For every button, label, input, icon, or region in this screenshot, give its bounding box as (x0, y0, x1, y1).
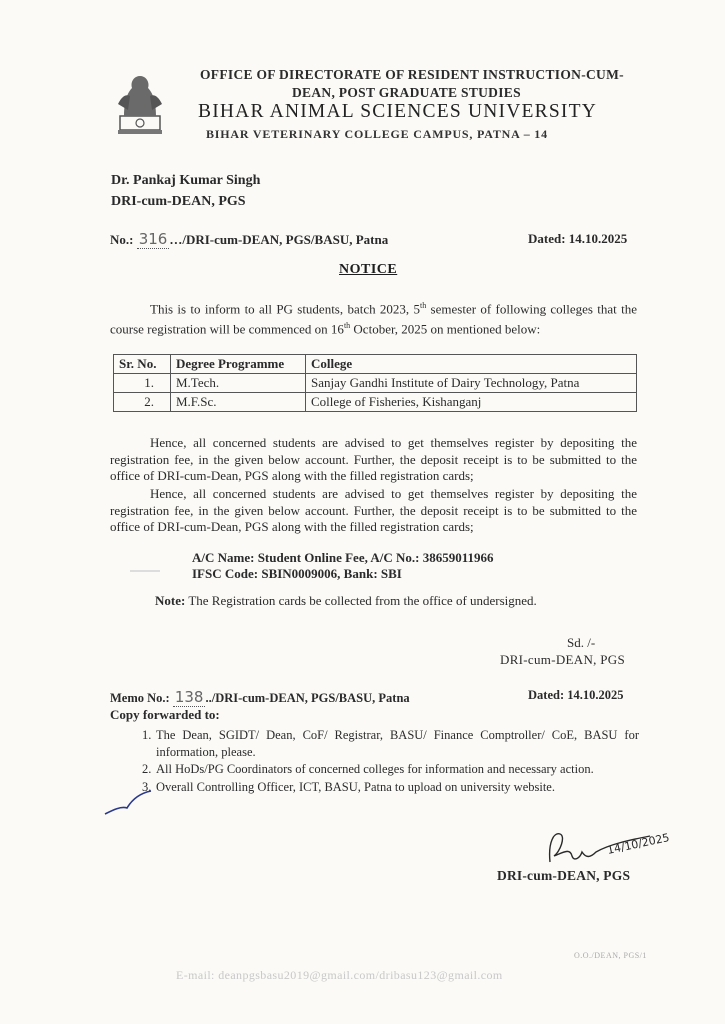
recipient-list (142, 727, 639, 796)
table-row (114, 374, 637, 393)
footer-email: E-mail: deanpgsbasu2019@gmail.com/dribasu123@gmail.com (176, 968, 503, 982)
table-cell: M.F.Sc. (171, 393, 306, 412)
account-details (192, 550, 494, 582)
intro-text-1: This is to inform to all PG students, batch 2023, 5 (150, 301, 420, 317)
sender-name: Dr. Pankaj Kumar Singh (111, 173, 261, 188)
signature-designation: DRI-cum-DEAN, PGS (497, 868, 631, 883)
list-number: 1. (142, 728, 152, 742)
intro-text-2: semester of following colleges that the course registration will be commenced on 16 (110, 301, 637, 337)
list-text: Overall Controlling Officer, ICT, BASU, Patna to upload on university website. (156, 779, 555, 794)
note-text: The Registration cards be collected from the office of undersigned. (185, 593, 537, 608)
memo-number (110, 688, 410, 707)
copy-forwarded-heading: Copy forwarded to: (110, 707, 220, 722)
list-item (142, 727, 639, 760)
memo-prefix: Memo No.: (110, 691, 173, 705)
notice-date: Dated: 14.10.2025 (528, 231, 628, 246)
university-name: BIHAR ANIMAL SCIENCES UNIVERSITY (198, 101, 597, 122)
table-cell: 1. (114, 374, 171, 393)
list-number: 2. (142, 762, 152, 776)
ref-prefix: No.: (110, 232, 137, 247)
table-cell: Sanjay Gandhi Institute of Dairy Technology, Patna (306, 374, 637, 393)
notice-title: NOTICE (339, 262, 398, 277)
intro-paragraph (110, 298, 637, 338)
memo-suffix: ../DRI-cum-DEAN, PGS/BASU, Patna (205, 691, 410, 705)
memo-handwritten-number: 138 (174, 688, 204, 706)
list-item (142, 761, 639, 778)
table-header: College (306, 355, 637, 374)
course-table (113, 354, 637, 412)
table-cell: M.Tech. (171, 374, 306, 393)
campus-address: BIHAR VETERINARY COLLEGE CAMPUS, PATNA – 14 (206, 127, 548, 141)
ref-suffix: …/DRI-cum-DEAN, PGS/BASU, Patna (169, 232, 389, 247)
intro-sup-1: th (420, 301, 427, 310)
list-item (142, 779, 639, 796)
table-header: Sr. No. (114, 355, 171, 374)
office-line-1: OFFICE OF DIRECTORATE OF RESIDENT INSTRUCTION-CUM- (200, 67, 624, 82)
office-heading (200, 66, 640, 102)
note-label: Note: (155, 593, 186, 608)
list-text: The Dean, SGIDT/ Dean, CoF/ Registrar, BASU/ Finance Comptroller/ CoE, BASU for information, please. (156, 728, 639, 759)
account-line-2: IFSC Code: SBIN0009006, Bank: SBI (192, 566, 402, 581)
table-cell: 2. (114, 393, 171, 412)
footer-reference: O.O./DEAN, PGS/1 (574, 951, 647, 960)
intro-text-3: October, 2025 on mentioned below: (350, 321, 541, 337)
table-header: Degree Programme (171, 355, 306, 374)
instruction-paragraph: Hence, all concerned students are advised to get themselves register by depositing the registration fee, in the given below account. Further, the deposit receipt is to be submitted to the office of DRI-cum-Dean, PGS along with the filled registration cards; (110, 435, 637, 483)
note-line (155, 593, 537, 609)
state-emblem-icon (114, 70, 166, 136)
office-line-2: DEAN, POST GRADUATE STUDIES (292, 85, 521, 100)
sender-designation: DRI-cum-DEAN, PGS (111, 194, 246, 209)
sd-mark: Sd. /- (567, 635, 596, 650)
list-text: All HoDs/PG Coordinators of concerned colleges for information and necessary action. (156, 762, 594, 776)
handwritten-signature (540, 822, 690, 874)
scan-smudge (130, 568, 160, 574)
table-row (114, 393, 637, 412)
sender-block (111, 170, 260, 212)
ref-handwritten-number: 316 (138, 230, 168, 248)
memo-date: Dated: 14.10.2025 (528, 688, 624, 702)
account-line-1: A/C Name: Student Online Fee, A/C No.: 38659011966 (192, 550, 494, 565)
intro-sup-2: th (343, 320, 351, 330)
handwritten-tick-mark (103, 790, 153, 818)
table-cell: College of Fisheries, Kishanganj (306, 393, 637, 412)
sd-designation: DRI-cum-DEAN, PGS (500, 652, 625, 667)
instruction-paragraph-repeat: Hence, all concerned students are advised to get themselves register by depositing the registration fee, in the given below account. Further, the deposit receipt is to be submitted to the office of DRI-cum-Dean, PGS along with the filled registration cards; (110, 486, 637, 534)
list-number: 3. (142, 779, 152, 794)
table-header-row (114, 355, 637, 374)
reference-number (110, 230, 388, 249)
signature-date: 14/10/2025 (605, 831, 671, 857)
